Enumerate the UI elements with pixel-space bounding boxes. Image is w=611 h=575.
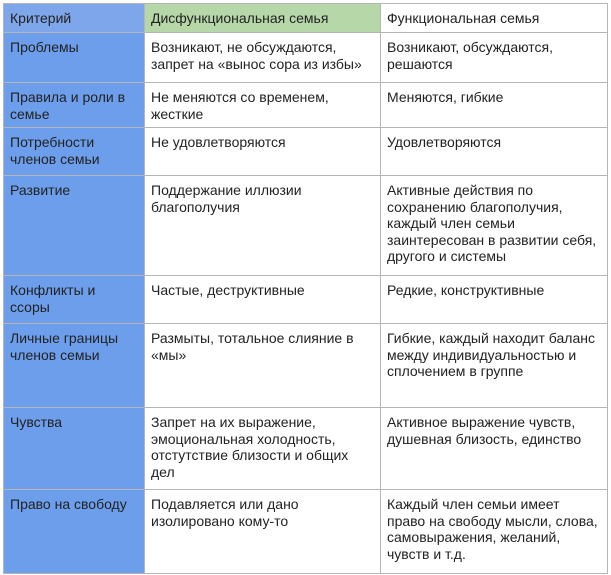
criterion-cell: Чувства	[4, 408, 145, 490]
functional-cell: Гибкие, каждый находит баланс между индивидуальностью и сплочением в группе	[381, 324, 608, 408]
dysfunctional-cell: Запрет на их выражение, эмоциональная холодность, отстутствие близости и общих дел	[145, 408, 381, 490]
dysfunctional-cell: Возникают, не обсуждаются, запрет на «вынос сора из избы»	[145, 33, 381, 83]
criterion-cell: Правила и роли в семье	[4, 83, 145, 128]
table-row	[4, 128, 608, 176]
header-functional: Функциональная семья	[381, 4, 608, 33]
criterion-cell: Право на свободу	[4, 490, 145, 574]
criterion-cell: Развитие	[4, 176, 145, 276]
criterion-cell: Конфликты и ссоры	[4, 276, 145, 324]
dysfunctional-cell: Поддержание иллюзии благополучия	[145, 176, 381, 276]
functional-cell: Активные действия по сохранению благополучия, каждый член семьи заинтересован в развитии себя, другого и системы	[381, 176, 608, 276]
table-row	[4, 408, 608, 490]
table-row	[4, 176, 608, 276]
dysfunctional-cell: Не меняются со временем, жесткие	[145, 83, 381, 128]
functional-cell: Удовлетворяются	[381, 128, 608, 176]
functional-cell: Каждый член семьи имеет право на свободу мысли, слова, самовыражения, желаний, чувств и т.д.	[381, 490, 608, 574]
comparison-table	[3, 3, 608, 574]
criterion-cell: Потребности членов семьи	[4, 128, 145, 176]
table-row	[4, 490, 608, 574]
criterion-cell: Проблемы	[4, 33, 145, 83]
header-criterion: Критерий	[4, 4, 145, 33]
header-row	[4, 4, 608, 33]
table-row	[4, 324, 608, 408]
dysfunctional-cell: Подавляется или дано изолировано кому-то	[145, 490, 381, 574]
functional-cell: Возникают, обсуждаются, решаются	[381, 33, 608, 83]
criterion-cell: Личные границы членов семьи	[4, 324, 145, 408]
table-row	[4, 276, 608, 324]
functional-cell: Редкие, конструктивные	[381, 276, 608, 324]
dysfunctional-cell: Не удовлетворяются	[145, 128, 381, 176]
dysfunctional-cell: Размыты, тотальное слияние в «мы»	[145, 324, 381, 408]
functional-cell: Активное выражение чувств, душевная близость, единство	[381, 408, 608, 490]
dysfunctional-cell: Частые, деструктивные	[145, 276, 381, 324]
header-dysfunctional: Дисфункциональная семья	[145, 4, 381, 33]
table-row	[4, 83, 608, 128]
table-row	[4, 33, 608, 83]
functional-cell: Меняются, гибкие	[381, 83, 608, 128]
